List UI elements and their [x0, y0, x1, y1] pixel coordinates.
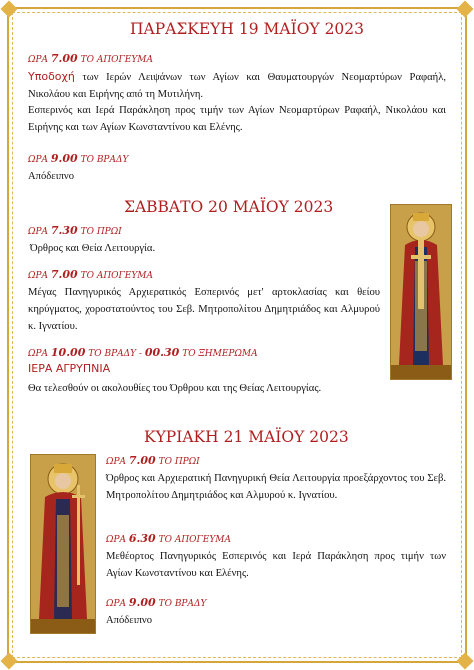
time-prefix: ΩΡΑ: [28, 349, 49, 359]
day2-paragraph-2: Μέγας Πανηγυρικός Αρχιερατικός Εσπερινός μετ' αρτοκλασίας και θείου κηρύγματος, χοροστατούντος του Σεβ. Μητροπολίτου Δημητριάδος και Αλμυρού κ. Ιγνατίου.: [28, 287, 380, 332]
time-suffix: ΤΟ ΞΗΜΕΡΩΜΑ: [182, 349, 258, 359]
time-suffix: ΤΟ ΠΡΩΙ: [158, 457, 200, 467]
time-prefix: ΩΡΑ: [28, 271, 49, 281]
time-suffix: ΤΟ ΑΠΟΓΕΥΜΑ: [158, 535, 232, 545]
time-prefix: ΩΡΑ: [28, 155, 49, 165]
reception-text: των Ιερών Λειψάνων των Αγίων και Θαυματουργών Νεομαρτύρων Ραφαήλ, Νικολάου και Ειρήνης από τη Μυτιλήνη.: [28, 72, 446, 100]
vigil-heading: ΙΕΡΑ ΑΓΡΥΠΝΙΑ: [28, 362, 111, 375]
day1-title: ΠΑΡΑΣΚΕΥΗ 19 ΜΑΪΟΥ 2023: [130, 20, 365, 38]
day2-time-1: [28, 224, 122, 237]
time-suffix: ΤΟ ΑΠΟΓΕΥΜΑ: [80, 271, 154, 281]
time-prefix: ΩΡΑ: [28, 227, 49, 237]
reception-label: Υποδοχή: [28, 70, 75, 83]
day2-paragraph-1: Όρθρος και Θεία Λειτουργία.: [30, 243, 156, 254]
icon-saint-helena: [390, 204, 452, 380]
time-prefix: ΩΡΑ: [106, 457, 127, 467]
time-suffix: ΤΟ ΠΡΩΙ: [80, 227, 122, 237]
time-middle: ΤΟ ΒΡΑΔΥ -: [88, 349, 142, 359]
time-value: 7.00: [128, 454, 156, 467]
day3-title: ΚΥΡΙΑΚΗ 21 ΜΑΪΟΥ 2023: [144, 428, 349, 446]
time-value: 10.00: [50, 346, 86, 359]
time-value: 9.00: [50, 152, 78, 165]
time-value-2: 00.30: [144, 346, 180, 359]
day3-paragraph-1: Όρθρος και Αρχιερατική Πανηγυρική Θεία Λειτουργία προεξάρχοντος του Σεβ. Μητροπολίτου Δημητριάδος και Αλμυρού κ. Ιγνατίου.: [106, 473, 446, 501]
day1-paragraph-1: [28, 68, 446, 103]
day1-paragraph-3: Απόδειπνο: [28, 171, 75, 182]
time-prefix: ΩΡΑ: [28, 55, 49, 65]
time-prefix: ΩΡΑ: [106, 535, 127, 545]
day3-paragraph-2: Μεθέορτος Πανηγυρικός Εσπερινός και Ιερά Παράκληση προς τιμήν των Αγίων Κωνσταντίνου και Ελένης.: [106, 551, 446, 579]
time-value: 7.00: [50, 52, 78, 65]
time-suffix: ΤΟ ΒΡΑΔΥ: [158, 599, 207, 609]
time-suffix: ΤΟ ΒΡΑΔΥ: [80, 155, 129, 165]
day3-time-2: [106, 532, 231, 545]
time-suffix: ΤΟ ΑΠΟΓΕΥΜΑ: [80, 55, 154, 65]
day1-paragraph-2: Εσπερινός και Ιερά Παράκληση προς τιμήν των Αγίων Νεομαρτύρων Ραφαήλ, Νικολάου και Ειρήνης και των Αγίων Κωνσταντίνου και Ελένης.: [28, 105, 446, 133]
time-value: 9.00: [128, 596, 156, 609]
day2-paragraph-3: Θα τελεσθούν οι ακολουθίες του Όρθρου και της Θείας Λειτουργίας.: [28, 383, 322, 394]
day2-time-3: [28, 346, 258, 359]
day1-time-2: [28, 152, 128, 165]
day3-time-1: [106, 454, 200, 467]
time-value: 7.00: [50, 268, 78, 281]
day3-time-3: [106, 596, 206, 609]
day1-time-1: [28, 52, 153, 65]
time-value: 6.30: [128, 532, 156, 545]
icon-saint-constantine: [30, 454, 96, 634]
day3-paragraph-3: Απόδειπνο: [106, 615, 153, 626]
day2-time-2: [28, 268, 153, 281]
day2-title: ΣΑΒΒΑΤΟ 20 ΜΑΪΟΥ 2023: [124, 198, 334, 216]
time-prefix: ΩΡΑ: [106, 599, 127, 609]
time-value: 7.30: [50, 224, 78, 237]
